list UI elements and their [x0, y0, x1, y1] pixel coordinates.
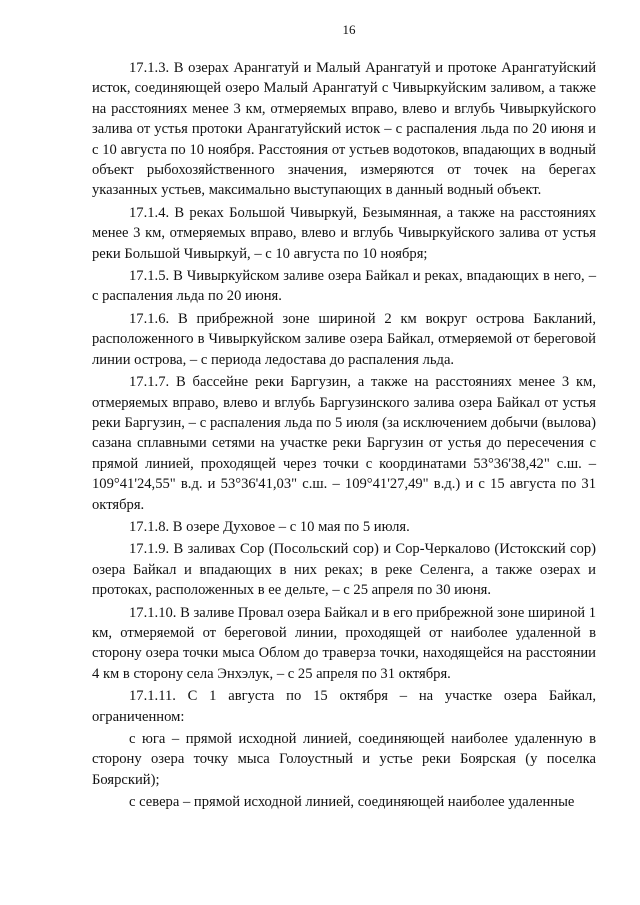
- paragraph-17-1-8: 17.1.8. В озере Духовое – с 10 мая по 5 июля.: [129, 518, 410, 535]
- paragraph-17-1-7: 17.1.7. В бассейне реки Баргузин, а также на расстояниях менее 3 км, отмеряемых вправо, влево и вглубь Баргузинского залива озера Байкал от устья реки Баргузин, – с распаления льда по 5 июля (за исключением добычи (вылова) сазана сплавными сетями на участке реки Баргузин от устья до пересечения с прямой линией, проходящей через точки с координатами 53°36'38,42" с.ш. – 109°41'24,55" в.д. и 53°36'41,03" с.ш. – 109°41'27,49" в.д.) и с 15 августа по 31 октября.: [92, 374, 596, 513]
- paragraph-17-1-3: 17.1.3. В озерах Арангатуй и Малый Арангатуй и протоке Арангатуйский исток, соединяющей озеро Малый Арангатуй с Чивыркуйским заливом, а также на расстояниях менее 3 км, отмеряемых вправо, влево и вглубь Чивыркуйского залива от устья протоки Арангатуйский исток – с распаления льда по 20 июня и с 10 августа по 10 ноября. Расстояния от устьев водотоков, впадающих в водный объект рыбохозяйственного значения, измеряются от точек на берегах указанных устьев, максимально выступающих в данный водный объект.: [92, 60, 596, 199]
- paragraph-17-1-10: 17.1.10. В заливе Провал озера Байкал и в его прибрежной зоне шириной 1 км, отмеряемой от береговой линии, проходящей от наиболее удаленной в сторону озера точки мыса Облом до траверза точки, находящейся на расстоянии 4 км в сторону села Энхэлук, – с 25 апреля по 31 октября.: [92, 604, 596, 682]
- paragraph-north-boundary: с севера – прямой исходной линией, соединяющей наиболее удаленные: [129, 794, 575, 811]
- paragraph-south-boundary: с юга – прямой исходной линией, соединяющей наиболее удаленную в сторону озера точку мыса Голоустный и устье реки Боярская (у поселка Боярский);: [92, 731, 596, 788]
- paragraph-17-1-11: 17.1.11. С 1 августа по 15 октября – на участке озера Байкал, ограниченном:: [92, 688, 596, 725]
- page-number: 16: [342, 22, 356, 37]
- document-page: [92, 22, 596, 815]
- paragraph-17-1-9: 17.1.9. В заливах Сор (Посольский сор) и Сор-Черкалово (Истокский сор) озера Байкал и впадающих в них реках; в реке Селенга, а также озерах и протоках, расположенных в ее дельте, – с 25 апреля по 30 июня.: [92, 541, 596, 599]
- paragraph-17-1-5: 17.1.5. В Чивыркуйском заливе озера Байкал и реках, впадающих в него, – с распаления льда по 20 июня.: [92, 268, 596, 305]
- paragraph-17-1-4: 17.1.4. В реках Большой Чивыркуй, Безымянная, а также на расстояниях менее 3 км, отмеряемых вправо, влево и вглубь Чивыркуйского залива от устья реки Большой Чивыркуй, – с 10 августа по 10 ноября;: [92, 204, 596, 262]
- paragraph-17-1-6: 17.1.6. В прибрежной зоне шириной 2 км вокруг острова Бакланий, расположенного в Чивыркуйском заливе озера Байкал, отмеряемой от береговой линии острова, – с периода ледостава до распаления льда.: [92, 310, 596, 368]
